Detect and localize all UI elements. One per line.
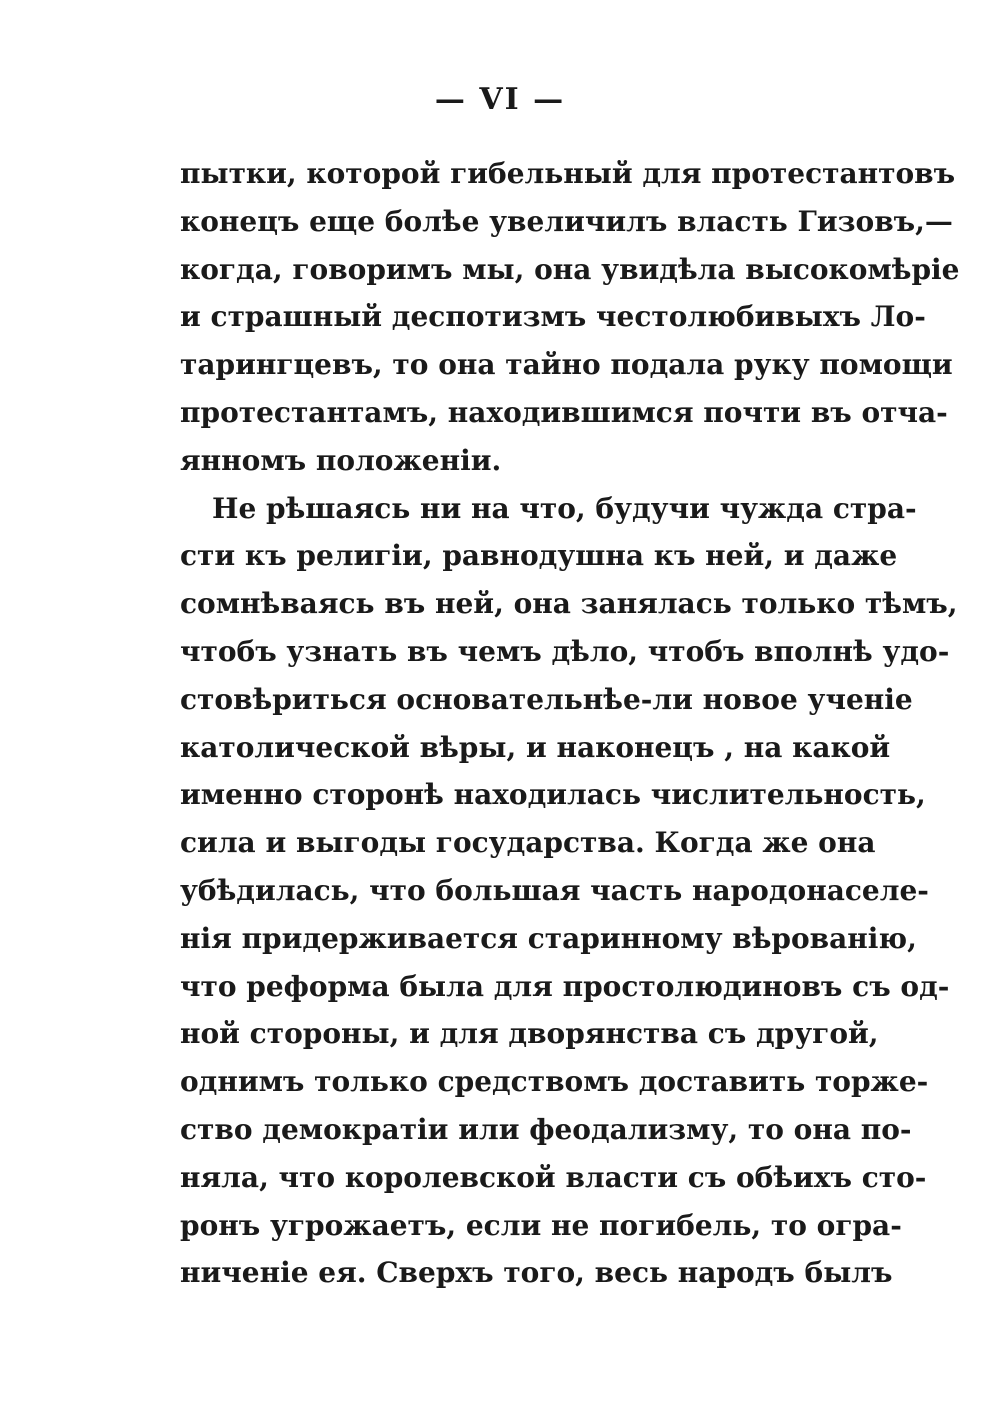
text-line-10: сомнѣваясь въ ней, она занялась только тѣмъ, (180, 587, 958, 621)
text-line-19: ной стороны, и для дворянства съ другой, (180, 1017, 879, 1051)
text-line-16: убѣдилась, что большая часть народонаселе- (180, 873, 929, 907)
text-line-2: конецъ еще болѣе увеличилъ власть Гизовъ,— (180, 204, 953, 238)
text-line-22: няла, что королевской власти съ обѣихъ сто- (180, 1160, 927, 1194)
text-line-14: именно сторонѣ находилась числительность, (180, 778, 926, 812)
text-line-17: нiя придерживается старинному вѣрованiю, (180, 921, 917, 955)
page-body-text (180, 150, 960, 1297)
text-line-11: чтобъ узнать въ чемъ дѣло, чтобъ вполнѣ удо- (180, 634, 950, 668)
text-line-9: сти къ религiи, равнодушна къ ней, и даже (180, 539, 898, 573)
text-line-5: тарингцевъ, то она тайно подала руку помощи (180, 348, 953, 382)
text-line-8: Не рѣшаясь ни на что, будучи чужда стра- (212, 491, 917, 525)
text-line-1: пытки, которой гибельный для протестантовъ (180, 157, 956, 190)
text-line-6: протестантамъ, находившимся почти въ отча- (180, 395, 948, 429)
text-line-23: ронъ угрожаетъ, если не погибель, то огра- (180, 1208, 902, 1242)
text-line-15: сила и выгоды государства. Когда же она (180, 826, 876, 860)
text-line-20: однимъ только средствомъ доставить торже- (180, 1065, 929, 1099)
text-line-3: когда, говоримъ мы, она увидѣла высокомѣрiе (180, 252, 960, 286)
text-line-18: что реформа была для простолюдиновъ съ од- (180, 969, 950, 1003)
text-line-21: ство демократiи или феодализму, то она по- (180, 1112, 912, 1146)
page-number-header: — VI — (434, 82, 566, 117)
text-line-13: католической вѣры, и наконецъ , на какой (180, 730, 891, 764)
text-line-12: стовѣриться основательнѣе-ли новое ученiе (180, 682, 913, 716)
text-line-24: ниченiе ея. Сверхъ того, весь народъ былъ (180, 1256, 893, 1290)
text-line-4: и страшный деспотизмъ честолюбивыхъ Ло- (180, 300, 926, 334)
text-line-7: янномъ положенiи. (180, 443, 502, 477)
